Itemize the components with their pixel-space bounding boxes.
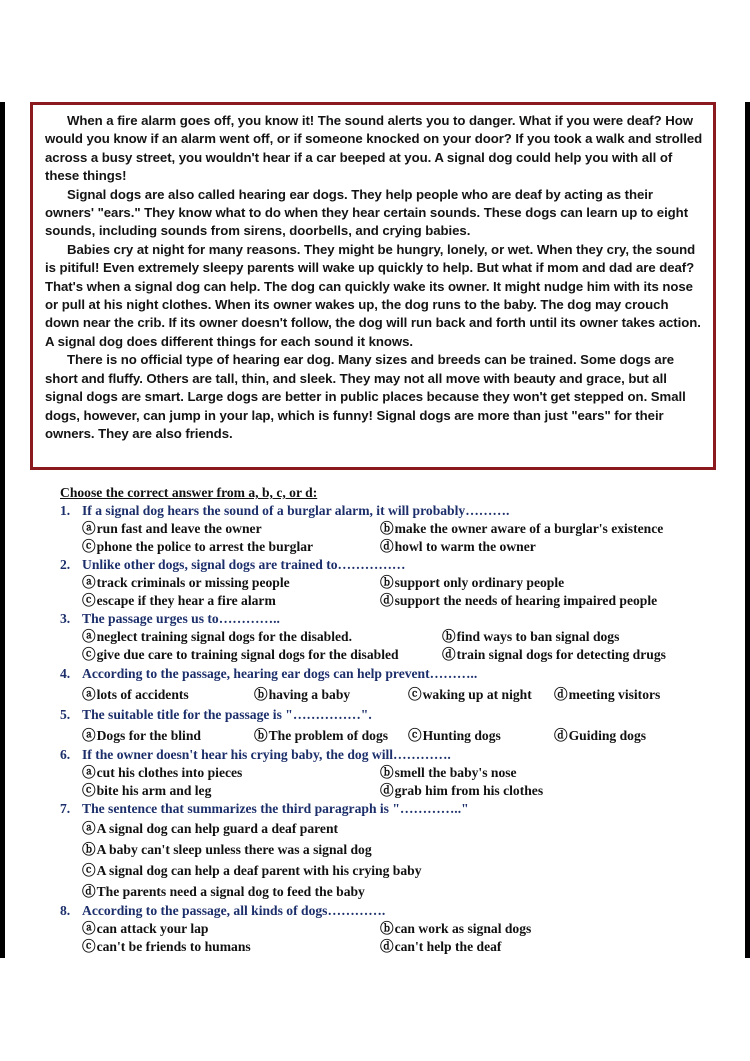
question-number: 8.	[60, 903, 71, 918]
option-letter-icon: ⓐ	[82, 687, 96, 702]
question-stem: The suitable title for the passage is "……………".	[82, 707, 372, 722]
question-5	[60, 705, 720, 746]
option-letter-icon: ⓓ	[442, 647, 456, 662]
option-letter-icon: ⓐ	[82, 765, 96, 780]
option-text: A signal dog can help guard a deaf parent	[96, 821, 339, 836]
question-number: 5.	[60, 707, 71, 722]
question-number: 3.	[60, 611, 71, 626]
question-6	[60, 746, 720, 800]
option-b[interactable]	[380, 520, 663, 538]
instruction-heading: Choose the correct answer from a, b, c, or d:	[60, 485, 318, 500]
option-letter-icon: ⓑ	[380, 765, 394, 780]
question-stem: The passage urges us to…………..	[82, 611, 280, 626]
passage-paragraph-4: There is no official type of hearing ear dog. Many sizes and breeds can be trained. Some dogs are short and fluffy. Others are tall, thin, and sleek. They may not all move with beauty and grace, but all signal dogs are smart. Large dogs are better in public places because they won't get stepped on. Small dogs, however, can jump in your lap, which is funny! Signal dogs are more than just "ears" for their owners. They are also friends.	[45, 352, 686, 441]
option-letter-icon: ⓒ	[82, 863, 96, 878]
option-d[interactable]	[554, 684, 660, 705]
option-c[interactable]	[408, 684, 532, 705]
option-d[interactable]	[82, 881, 365, 902]
option-text: can attack your lap	[96, 921, 209, 936]
option-letter-icon: ⓐ	[82, 575, 96, 590]
reading-passage-box	[30, 102, 716, 470]
option-a[interactable]	[82, 628, 352, 646]
option-letter-icon: ⓒ	[408, 728, 422, 743]
page-edge-left	[0, 102, 5, 958]
option-letter-icon: ⓐ	[82, 629, 96, 644]
option-text: bite his arm and leg	[96, 783, 212, 798]
option-c[interactable]	[82, 646, 399, 664]
option-b[interactable]	[82, 839, 372, 860]
question-1	[60, 502, 720, 556]
option-d[interactable]	[380, 782, 543, 800]
option-d[interactable]	[554, 725, 646, 746]
option-c[interactable]	[82, 860, 422, 881]
option-letter-icon: ⓑ	[380, 521, 394, 536]
option-letter-icon: ⓑ	[254, 728, 268, 743]
option-text: find ways to ban signal dogs	[456, 629, 620, 644]
question-2	[60, 556, 720, 610]
option-d[interactable]	[380, 592, 657, 610]
option-c[interactable]	[408, 725, 501, 746]
option-a[interactable]	[82, 764, 242, 782]
option-a[interactable]	[82, 920, 209, 938]
question-stem: The sentence that summarizes the third paragraph is "………….."	[82, 801, 469, 816]
option-text: The problem of dogs	[268, 728, 389, 743]
option-letter-icon: ⓓ	[554, 728, 568, 743]
option-letter-icon: ⓒ	[82, 939, 96, 954]
option-d[interactable]	[442, 646, 666, 664]
question-number: 2.	[60, 557, 71, 572]
option-c[interactable]	[82, 592, 276, 610]
option-text: Dogs for the blind	[96, 728, 201, 743]
option-text: The parents need a signal dog to feed the baby	[96, 884, 365, 899]
option-text: smell the baby's nose	[394, 765, 517, 780]
option-text: can't help the deaf	[394, 939, 502, 954]
option-letter-icon: ⓑ	[442, 629, 456, 644]
option-a[interactable]	[82, 725, 201, 746]
option-c[interactable]	[82, 782, 211, 800]
option-a[interactable]	[82, 520, 262, 538]
option-d[interactable]	[380, 938, 501, 956]
option-text: lots of accidents	[96, 687, 189, 702]
option-letter-icon: ⓑ	[82, 842, 96, 857]
page-edge-right	[745, 102, 750, 958]
question-stem: Unlike other dogs, signal dogs are trained to……………	[82, 557, 406, 572]
option-text: waking up at night	[422, 687, 532, 702]
option-d[interactable]	[380, 538, 536, 556]
option-letter-icon: ⓐ	[82, 728, 96, 743]
option-b[interactable]	[254, 684, 350, 705]
option-letter-icon: ⓓ	[380, 593, 394, 608]
option-text: A baby can't sleep unless there was a signal dog	[96, 842, 372, 857]
question-number: 1.	[60, 503, 71, 518]
option-b[interactable]	[380, 764, 517, 782]
option-letter-icon: ⓒ	[82, 593, 96, 608]
question-8	[60, 902, 720, 956]
option-text: give due care to training signal dogs for the disabled	[96, 647, 399, 662]
option-a[interactable]	[82, 574, 290, 592]
option-letter-icon: ⓓ	[554, 687, 568, 702]
option-b[interactable]	[442, 628, 619, 646]
option-text: A signal dog can help a deaf parent with his crying baby	[96, 863, 422, 878]
question-stem: If the owner doesn't hear his crying baby, the dog will………….	[82, 747, 451, 762]
option-text: support only ordinary people	[394, 575, 565, 590]
option-a[interactable]	[82, 818, 338, 839]
option-letter-icon: ⓐ	[82, 921, 96, 936]
option-c[interactable]	[82, 538, 313, 556]
option-letter-icon: ⓐ	[82, 821, 96, 836]
question-3	[60, 610, 720, 664]
option-text: having a baby	[268, 687, 351, 702]
option-letter-icon: ⓒ	[408, 687, 422, 702]
option-letter-icon: ⓒ	[82, 539, 96, 554]
option-text: train signal dogs for detecting drugs	[456, 647, 666, 662]
question-stem: According to the passage, hearing ear dogs can help prevent………..	[82, 666, 478, 681]
option-text: support the needs of hearing impaired people	[394, 593, 658, 608]
option-text: meeting visitors	[568, 687, 661, 702]
option-letter-icon: ⓐ	[82, 521, 96, 536]
option-b[interactable]	[380, 574, 564, 592]
passage-paragraph-1: When a fire alarm goes off, you know it! The sound alerts you to danger. What if you were deaf? How would you know if an alarm went off, or if someone knocked on your door? If you took a walk and strolled across a busy street, you wouldn't hear if a car beeped at you. A signal dog could help you with all of these things!	[45, 113, 703, 184]
question-stem: If a signal dog hears the sound of a burglar alarm, it will probably……….	[82, 503, 510, 518]
option-text: can't be friends to humans	[96, 939, 251, 954]
option-letter-icon: ⓑ	[254, 687, 268, 702]
option-text: Guiding dogs	[568, 728, 647, 743]
option-letter-icon: ⓑ	[380, 921, 394, 936]
option-a[interactable]	[82, 684, 189, 705]
option-text: Hunting dogs	[422, 728, 501, 743]
question-stem: According to the passage, all kinds of dogs………….	[82, 903, 386, 918]
option-text: can work as signal dogs	[394, 921, 532, 936]
option-text: grab him from his clothes	[394, 783, 544, 798]
option-text: cut his clothes into pieces	[96, 765, 243, 780]
option-text: track criminals or missing people	[96, 575, 290, 590]
option-text: escape if they hear a fire alarm	[96, 593, 276, 608]
option-letter-icon: ⓓ	[380, 783, 394, 798]
question-number: 6.	[60, 747, 71, 762]
option-letter-icon: ⓒ	[82, 647, 96, 662]
option-text: neglect training signal dogs for the disabled.	[96, 629, 353, 644]
question-number: 7.	[60, 801, 71, 816]
option-letter-icon: ⓒ	[82, 783, 96, 798]
question-4	[60, 664, 720, 705]
question-number: 4.	[60, 666, 71, 681]
option-c[interactable]	[82, 938, 251, 956]
passage-paragraph-3: Babies cry at night for many reasons. They might be hungry, lonely, or wet. When they cry, the sound is pitiful! Even extremely sleepy parents will wake up quickly to help. But what if mom and dad are deaf? That's when a signal dog can help. The dog can quickly wake its owner. It might nudge him with its nose or pull at his night clothes. When its owner wakes up, the dog runs to the baby. The dog may crouch down near the crib. If its owner doesn't follow, the dog will run back and forth until its owner takes action. A signal dog does different things for each sound it knows.	[45, 241, 701, 349]
option-letter-icon: ⓑ	[380, 575, 394, 590]
option-b[interactable]	[380, 920, 531, 938]
question-7	[60, 800, 720, 902]
questions-section	[60, 484, 720, 956]
option-text: phone the police to arrest the burglar	[96, 539, 314, 554]
option-text: make the owner aware of a burglar's existence	[394, 521, 664, 536]
option-letter-icon: ⓓ	[380, 939, 394, 954]
option-letter-icon: ⓓ	[82, 884, 96, 899]
option-text: run fast and leave the owner	[96, 521, 262, 536]
option-b[interactable]	[254, 725, 388, 746]
option-text: howl to warm the owner	[394, 539, 536, 554]
option-letter-icon: ⓓ	[380, 539, 394, 554]
passage-paragraph-2: Signal dogs are also called hearing ear dogs. They help people who are deaf by acting as their owners' "ears." They know what to do when they hear certain sounds. These dogs can learn up to eight sounds, including sounds from sirens, doorbells, and crying babies.	[45, 186, 689, 239]
